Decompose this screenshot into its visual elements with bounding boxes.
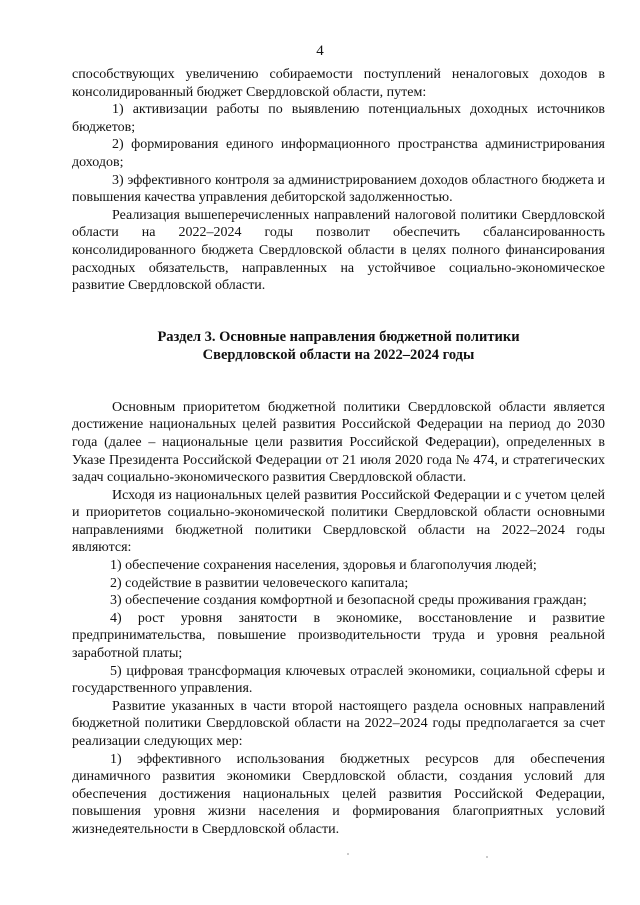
paragraph: Исходя из национальных целей развития Российской Федерации и с учетом целей и приоритетов социально-экономической политики Свердловской области основными направлениями бюджетной политики Свердловской области на 2022–2024 годы являются: (72, 487, 605, 556)
list-item: 5) цифровая трансформация ключевых отраслей экономики, социальной сферы и государственного управления. (72, 663, 605, 697)
list-item: 3) обеспечение создания комфортной и безопасной среды проживания граждан; (110, 593, 587, 609)
section-heading-line: Раздел 3. Основные направления бюджетной политики (157, 328, 520, 345)
list-item: 1) активизации работы по выявлению потенциальных доходных источников бюджетов; (72, 102, 605, 135)
list-item: 2) содействие в развитии человеческого капитала; (110, 575, 409, 591)
paragraph: Основным приоритетом бюджетной политики Свердловской области является достижение национальных целей развития Российской Федерации на период до 2030 года (далее – национальные цели развития Российской Федерации), определенных в Указе Президента Российской Федерации от 21 июля 2020 года № 474, и стратегических задач социально-экономического развития Свердловской области. (72, 399, 605, 486)
document-body (72, 66, 605, 839)
scan-speck (347, 853, 349, 855)
list-item: 1) эффективного использования бюджетных ресурсов для обеспечения динамичного развития экономики Свердловской области, создания условий для обеспечения достижения национальных целей развития Российской Федерации, повышения уровня жизни населения и формирования благоприятных условий жизнедеятельности в Свердловской области. (72, 751, 605, 837)
page-number: 4 (316, 43, 324, 59)
scan-speck (486, 856, 488, 858)
list-item: 4) рост уровня занятости в экономике, восстановление и развитие предпринимательства, повышение производительности труда и уровня реальной заработной платы; (72, 610, 605, 662)
paragraph-continuation: способствующих увеличению собираемости поступлений неналоговых доходов в консолидированный бюджет Свердловской области, путем: (72, 67, 605, 100)
section-heading-line: Свердловской области на 2022–2024 годы (202, 346, 475, 363)
list-item: 1) обеспечение сохранения населения, здоровья и благополучия людей; (110, 558, 537, 574)
list-item: 3) эффективного контроля за администрированием доходов областного бюджета и повышения качества управления дебиторской задолженностью. (72, 172, 605, 206)
paragraph: Реализация вышеперечисленных направлений налоговой политики Свердловской области на 2022–2024 годы позволит обеспечить сбалансированность консолидированного бюджета Свердловской области в целях полного финансирования расходных обязательств, направленных на устойчивое социально-экономическое развитие Свердловской области. (72, 207, 605, 294)
section-heading (72, 328, 605, 364)
paragraph: Развитие указанных в части второй настоящего раздела основных направлений бюджетной политики Свердловской области на 2022–2024 годы предполагается за счет реализации следующих мер: (72, 698, 605, 749)
list-item: 2) формирования единого информационного пространства администрирования доходов; (72, 137, 605, 170)
